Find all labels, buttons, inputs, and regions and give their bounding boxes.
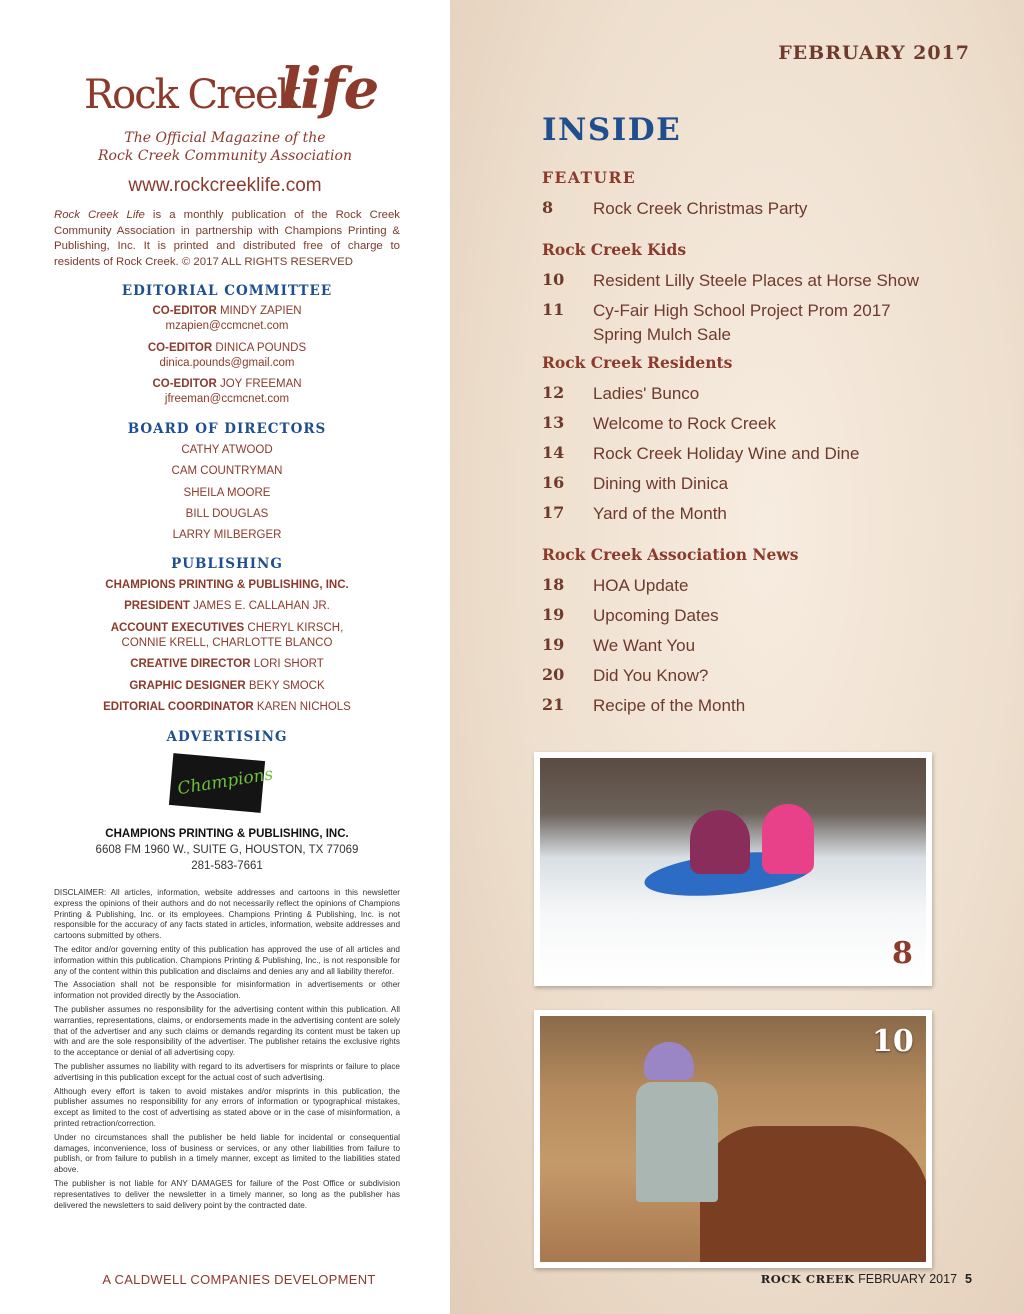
co-editor-3: CO-EDITOR JOY FREEMAN (152, 378, 302, 390)
graphic-designer-line: GRAPHIC DESIGNER BEKY SMOCK (129, 680, 325, 692)
co-editor-1-email[interactable]: mzapien@ccmcnet.com (165, 320, 289, 332)
toc-title-line-2: Spring Mulch Sale (593, 325, 731, 344)
toc-title: Did You Know? (593, 666, 709, 685)
publisher-company: CHAMPIONS PRINTING & PUBLISHING, INC. (105, 579, 349, 591)
toc-heading-residents: Rock Creek Residents (542, 353, 733, 372)
toc-title: Recipe of the Month (593, 696, 746, 715)
toc-item[interactable] (542, 300, 962, 348)
child-figure (690, 810, 750, 874)
toc-page-number: 8 (542, 198, 554, 217)
toc-title: HOA Update (593, 576, 689, 595)
toc-heading-kids: Rock Creek Kids (542, 240, 687, 259)
toc-page-number: 19 (542, 635, 565, 654)
advertising-address: 6608 FM 1960 W., SUITE G, HOUSTON, TX 77069 (95, 844, 359, 856)
editorial-coordinator-line: EDITORIAL COORDINATOR KAREN NICHOLS (103, 701, 351, 713)
board-member: BILL DOUGLAS (185, 508, 269, 520)
disclaimer-paragraph: Under no circumstances shall the publisher be held liable for incidental or consequential damages, inconvenience, loss of business or services, or any other liabilities from failure to publish, or from failure to publish in a timely manner, except as limited to the liabilities stated above. (54, 1132, 400, 1175)
footer-left-credit: A CALDWELL COMPANIES DEVELOPMENT (102, 1272, 376, 1287)
toc-item[interactable] (542, 198, 962, 228)
disclaimer-paragraph: The Association shall not be responsible for misinformation in advertisements or other information not provided directly by the Association. (54, 980, 400, 1001)
disclaimer-paragraph: The publisher assumes no responsibility for the advertising content within this publication. All warranties, representations, claims, or endorsements made in the advertising content are solely that of the advertiser and any such claims or demands regarding its content must be taken up with and are the sole responsibility of the advertiser. The publisher retains the exclusive rights to the acceptance or denial of all advertising copy. (54, 1004, 400, 1058)
toc-heading-feature: FEATURE (542, 168, 637, 187)
toc-item[interactable] (542, 270, 962, 300)
advertising-phone: 281-583-7661 (191, 860, 263, 872)
advertising-heading: ADVERTISING (166, 729, 288, 745)
board-member: CATHY ATWOOD (181, 444, 273, 456)
toc-title: Rock Creek Holiday Wine and Dine (593, 444, 860, 463)
account-executives-line-1: ACCOUNT EXECUTIVES CHERYL KIRSCH, (110, 622, 344, 634)
intro-paragraph: Rock Creek Life is a monthly publication of the Rock Creek Community Association in partnership with Champions Printing & Publishing, Inc. It is printed and distributed free of charge to residents of Rock Creek. © 2017 ALL RIGHTS RESERVED (54, 209, 400, 268)
horse-shape (700, 1126, 926, 1262)
co-editor-1: CO-EDITOR MINDY ZAPIEN (152, 305, 302, 317)
toc-item[interactable] (542, 473, 962, 503)
toc-page-number: 18 (542, 575, 565, 594)
toc-page-number: 20 (542, 665, 565, 684)
champions-logo: Champions (169, 753, 265, 813)
horse-show-image (540, 1016, 926, 1262)
tagline-line-1: The Official Magazine of the (124, 130, 326, 146)
toc-page-number: 21 (542, 695, 565, 714)
toc-page-number: 14 (542, 443, 565, 462)
president-line: PRESIDENT JAMES E. CALLAHAN JR. (124, 600, 330, 612)
toc-title: Cy-Fair High School Project Prom 2017 (593, 301, 891, 320)
disclaimer-paragraph: Although every effort is taken to avoid mistakes and/or misprints in this publication, the publisher assumes no responsibility for any errors of information or typographical mistakes, except as limited to the cost of advertising as stated above or in the case of misinformation, a printed retraction/correction. (54, 1086, 400, 1128)
disclaimer-paragraph: DISCLAIMER: All articles, information, website addresses and cartoons in this newsletter express the opinions of their authors and do not necessarily reflect the opinions of Champions Printing & Publishing, Inc. or its employees. Champions Printing & Publishing, Inc. is not responsible for the accuracy of any facts stated in articles, information, website addresses and cartoons submitted by others. (54, 888, 400, 941)
photo-page-badge: 8 (892, 936, 913, 971)
toc-page-number: 16 (542, 473, 565, 492)
disclaimer-paragraph: The publisher is not liable for ANY DAMAGES for failure of the Post Office or subdivision representatives to deliver the newsletter in a timely manner, so long as the publisher has delivered the newsletters to said delivery point by the contracted date. (54, 1178, 400, 1210)
toc-item[interactable] (542, 443, 962, 473)
toc-title: Ladies' Bunco (593, 384, 700, 403)
toc-item[interactable] (542, 695, 962, 725)
rider-helmet (644, 1042, 694, 1080)
board-of-directors-heading: BOARD OF DIRECTORS (127, 421, 327, 437)
toc-heading-association-news: Rock Creek Association News (542, 545, 799, 564)
toc-title: We Want You (593, 636, 696, 655)
page-number: 5 (965, 1272, 972, 1286)
page-footer (761, 1272, 972, 1286)
inside-title: INSIDE (542, 112, 682, 148)
advertising-company: CHAMPIONS PRINTING & PUBLISHING, INC. (105, 828, 349, 840)
co-editor-2-email[interactable]: dinica.pounds@gmail.com (159, 357, 295, 369)
tagline-line-2: Rock Creek Community Association (98, 148, 352, 164)
toc-title: Resident Lilly Steele Places at Horse Show (593, 271, 919, 290)
masthead-column (0, 0, 450, 1314)
christmas-party-photo[interactable] (534, 752, 932, 986)
sledding-image (540, 758, 926, 980)
toc-page-number: 13 (542, 413, 565, 432)
issue-date: FEBRUARY 2017 (778, 42, 970, 64)
toc-page-number: 19 (542, 605, 565, 624)
board-member: CAM COUNTRYMAN (171, 465, 283, 477)
footer-brand: ROCK CREEK (760, 1272, 855, 1286)
board-member: SHEILA MOORE (183, 487, 271, 499)
toc-item[interactable] (542, 383, 962, 413)
toc-page-number: 12 (542, 383, 565, 402)
footer-date: FEBRUARY 2017 (854, 1272, 958, 1286)
toc-item[interactable] (542, 503, 962, 533)
toc-item[interactable] (542, 635, 962, 665)
co-editor-2: CO-EDITOR DINICA POUNDS (147, 342, 307, 354)
account-executives-line-2: CONNIE KRELL, CHARLOTTE BLANCO (121, 637, 333, 649)
photo-page-badge: 10 (872, 1024, 914, 1059)
toc-title: Dining with Dinica (593, 474, 729, 493)
rider-figure (636, 1082, 718, 1202)
toc-title: Yard of the Month (593, 504, 727, 523)
toc-title: Rock Creek Christmas Party (593, 199, 808, 218)
toc-item[interactable] (542, 575, 962, 605)
website-link[interactable]: www.rockcreeklife.com (128, 175, 322, 196)
disclaimer-block (54, 888, 400, 1214)
disclaimer-paragraph: The editor and/or governing entity of this publication has approved the use of all articles and information within this publication. Champions Printing & Publishing, Inc., is not responsible for any of the content within this publication and disclaims and denies any and all liability therefor. (54, 944, 400, 976)
child-figure (762, 804, 814, 874)
disclaimer-paragraph: The publisher assumes no liability with regard to its advertisers for misprints or failure to place advertising in this publication except for the actual cost of such advertising. (54, 1061, 400, 1082)
rock-creek-life-logo: Rock Creek life (84, 56, 379, 122)
board-member: LARRY MILBERGER (172, 529, 282, 541)
publishing-heading: PUBLISHING (171, 556, 283, 572)
co-editor-3-email[interactable]: jfreeman@ccmcnet.com (164, 393, 290, 405)
toc-page-number: 11 (542, 300, 565, 319)
editorial-committee-heading: EDITORIAL COMMITTEE (121, 283, 333, 299)
toc-item[interactable] (542, 665, 962, 695)
toc-page-number: 10 (542, 270, 565, 289)
toc-title: Welcome to Rock Creek (593, 414, 776, 433)
toc-item[interactable] (542, 413, 962, 443)
creative-director-line: CREATIVE DIRECTOR LORI SHORT (130, 658, 324, 670)
toc-title: Upcoming Dates (593, 606, 719, 625)
toc-item[interactable] (542, 605, 962, 635)
toc-page-number: 17 (542, 503, 565, 522)
